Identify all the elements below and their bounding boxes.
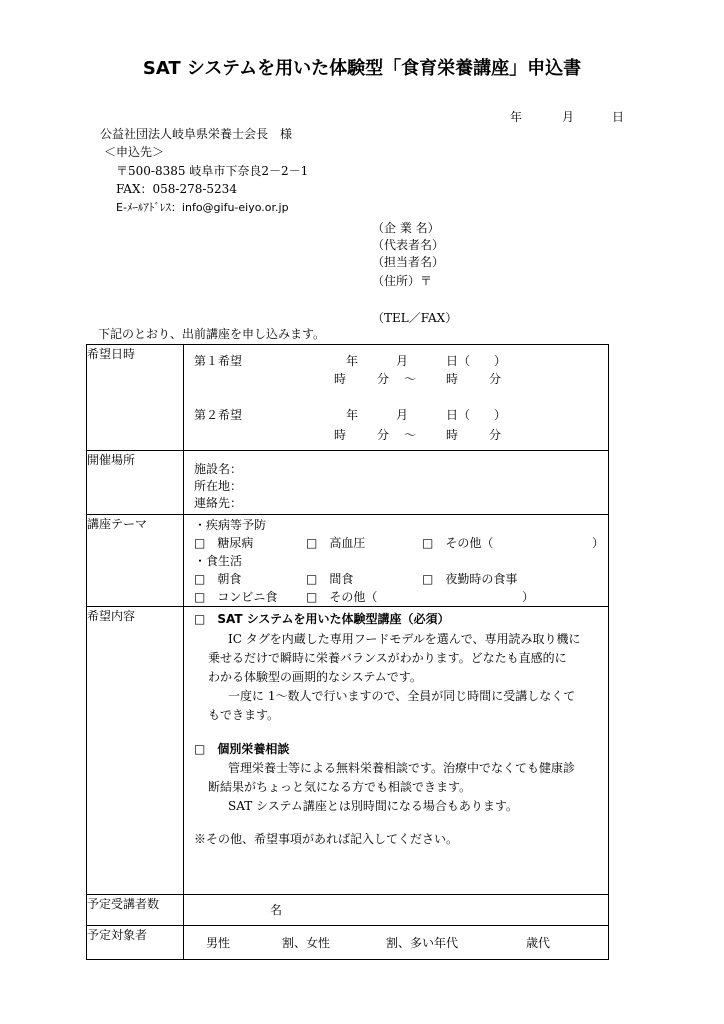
first-day-weekday: 日（ ） <box>446 354 507 368</box>
venue-label: 開催場所 <box>87 451 184 515</box>
application-form-table <box>86 344 609 960</box>
applicant-tel-fax: （TEL／FAX） <box>372 311 458 325</box>
attendees-row <box>87 895 609 926</box>
theme-row <box>87 515 609 607</box>
checkbox-sat-course[interactable]: □ SAT システムを用いた体験型講座（必須） <box>194 612 450 626</box>
recipient: 公益社団法人岐阜県栄養士会長 様 <box>100 127 293 141</box>
second-year: 年 <box>346 408 359 422</box>
target-row <box>87 926 609 960</box>
first-choice-label: 第１希望 <box>194 354 243 368</box>
individual-desc-line1: 管理栄養士等による無料栄養相談です。治療中でなくても健康診 <box>228 761 576 775</box>
apply-to-heading: ＜申込先＞ <box>104 145 165 159</box>
second-month: 月 <box>396 408 409 422</box>
applicant-address: （住所）〒 <box>372 274 433 288</box>
content-cell <box>184 607 609 895</box>
individual-desc-line3: SAT システム講座とは別時間になる場合もあります。 <box>228 799 518 813</box>
target-age-label: 割、多い年代 <box>386 936 459 950</box>
facility-label: 施設名： <box>194 462 243 476</box>
attendees-cell[interactable] <box>184 895 609 926</box>
disease-other-close: ） <box>592 536 605 550</box>
second-start-hour: 時 <box>334 428 347 442</box>
target-age-unit: 歳代 <box>526 936 551 950</box>
other-requests-note: ※その他、希望事項があれば記入してください。 <box>194 832 459 846</box>
sat-desc-line3: わかる体験型の画期的なシステムです。 <box>208 670 422 684</box>
checkbox-individual-consult[interactable]: □ 個別栄養相談 <box>194 742 290 756</box>
page-title: SAT システムを用いた体験型「食育栄養講座」申込書 <box>142 58 582 79</box>
diet-other-close: ） <box>522 590 535 604</box>
venue-row <box>87 451 609 515</box>
attendees-unit: 名 <box>270 903 283 917</box>
applicant-company: （企 業 名） <box>372 221 440 235</box>
theme-group-disease: ・疾病等予防 <box>194 518 267 532</box>
applicant-representative: （代表者名） <box>372 238 445 252</box>
first-year: 年 <box>346 354 359 368</box>
target-cell[interactable] <box>184 926 609 960</box>
checkbox-convenience-food[interactable]: □ コンビニ食 <box>194 590 278 604</box>
content-row <box>87 607 609 895</box>
sat-desc-line4: 一度に 1～数人で行いますので、全員が同じ時間に受講しなくて <box>228 689 576 703</box>
date-month-label: 月 <box>562 110 575 124</box>
first-month: 月 <box>396 354 409 368</box>
venue-cell[interactable] <box>184 451 609 515</box>
date-row <box>87 345 609 451</box>
content-label: 希望内容 <box>87 607 184 895</box>
checkbox-breakfast[interactable]: □ 朝食 <box>194 572 242 586</box>
date-day-label: 日 <box>612 110 625 124</box>
target-label: 予定対象者 <box>87 926 184 960</box>
second-start-minute: 分 <box>377 428 390 442</box>
checkbox-disease-other[interactable]: □ その他（ <box>422 536 494 550</box>
target-male-label: 男性 <box>206 936 231 950</box>
second-choice-label: 第２希望 <box>194 408 243 422</box>
first-end-minute: 分 <box>489 372 502 386</box>
sat-desc-line1: IC タグを内蔵した専用フードモデルを選んで、専用読み取り機に <box>228 632 581 646</box>
second-day-weekday: 日（ ） <box>446 408 507 422</box>
checkbox-hypertension[interactable]: □ 高血圧 <box>306 536 366 550</box>
target-female-label: 割、女性 <box>282 936 331 950</box>
checkbox-night-shift-meal[interactable]: □ 夜勤時の食事 <box>422 572 518 586</box>
second-tilde: ～ <box>404 428 417 442</box>
sat-desc-line2: 乗せるだけで瞬時に栄養バランスがわかります。どなたも直感的に <box>208 651 567 665</box>
sat-desc-line5: もできます。 <box>208 708 280 722</box>
venue-contact-label: 連絡先： <box>194 496 243 510</box>
theme-group-diet: ・食生活 <box>194 554 243 568</box>
checkbox-diabetes[interactable]: □ 糖尿病 <box>194 536 254 550</box>
date-year-label: 年 <box>510 110 523 124</box>
first-start-hour: 時 <box>334 372 347 386</box>
first-end-hour: 時 <box>446 372 459 386</box>
first-start-minute: 分 <box>377 372 390 386</box>
theme-cell <box>184 515 609 607</box>
apply-to-fax: FAX：058-278-5234 <box>116 182 237 196</box>
location-label: 所在地： <box>194 479 243 493</box>
individual-desc-line2: 断結果がちょっと気になる方でも相談できます。 <box>208 780 472 794</box>
checkbox-snack[interactable]: □ 間食 <box>306 572 354 586</box>
apply-to-address: 〒500-8385 岐阜市下奈良2－2－1 <box>116 164 309 178</box>
attendees-label: 予定受講者数 <box>87 895 184 926</box>
intro-text: 下記のとおり、出前講座を申し込みます。 <box>98 327 326 341</box>
applicant-contact-person: （担当者名） <box>372 255 445 269</box>
theme-label: 講座テーマ <box>87 515 184 607</box>
date-label: 希望日時 <box>87 345 184 451</box>
date-cell[interactable] <box>184 345 609 451</box>
checkbox-diet-other[interactable]: □ その他（ <box>306 590 378 604</box>
apply-to-email: E-ﾒｰﾙｱﾄﾞﾚｽ：info@gifu-eiyo.or.jp <box>116 201 289 214</box>
first-tilde: ～ <box>404 372 417 386</box>
second-end-minute: 分 <box>489 428 502 442</box>
second-end-hour: 時 <box>446 428 459 442</box>
